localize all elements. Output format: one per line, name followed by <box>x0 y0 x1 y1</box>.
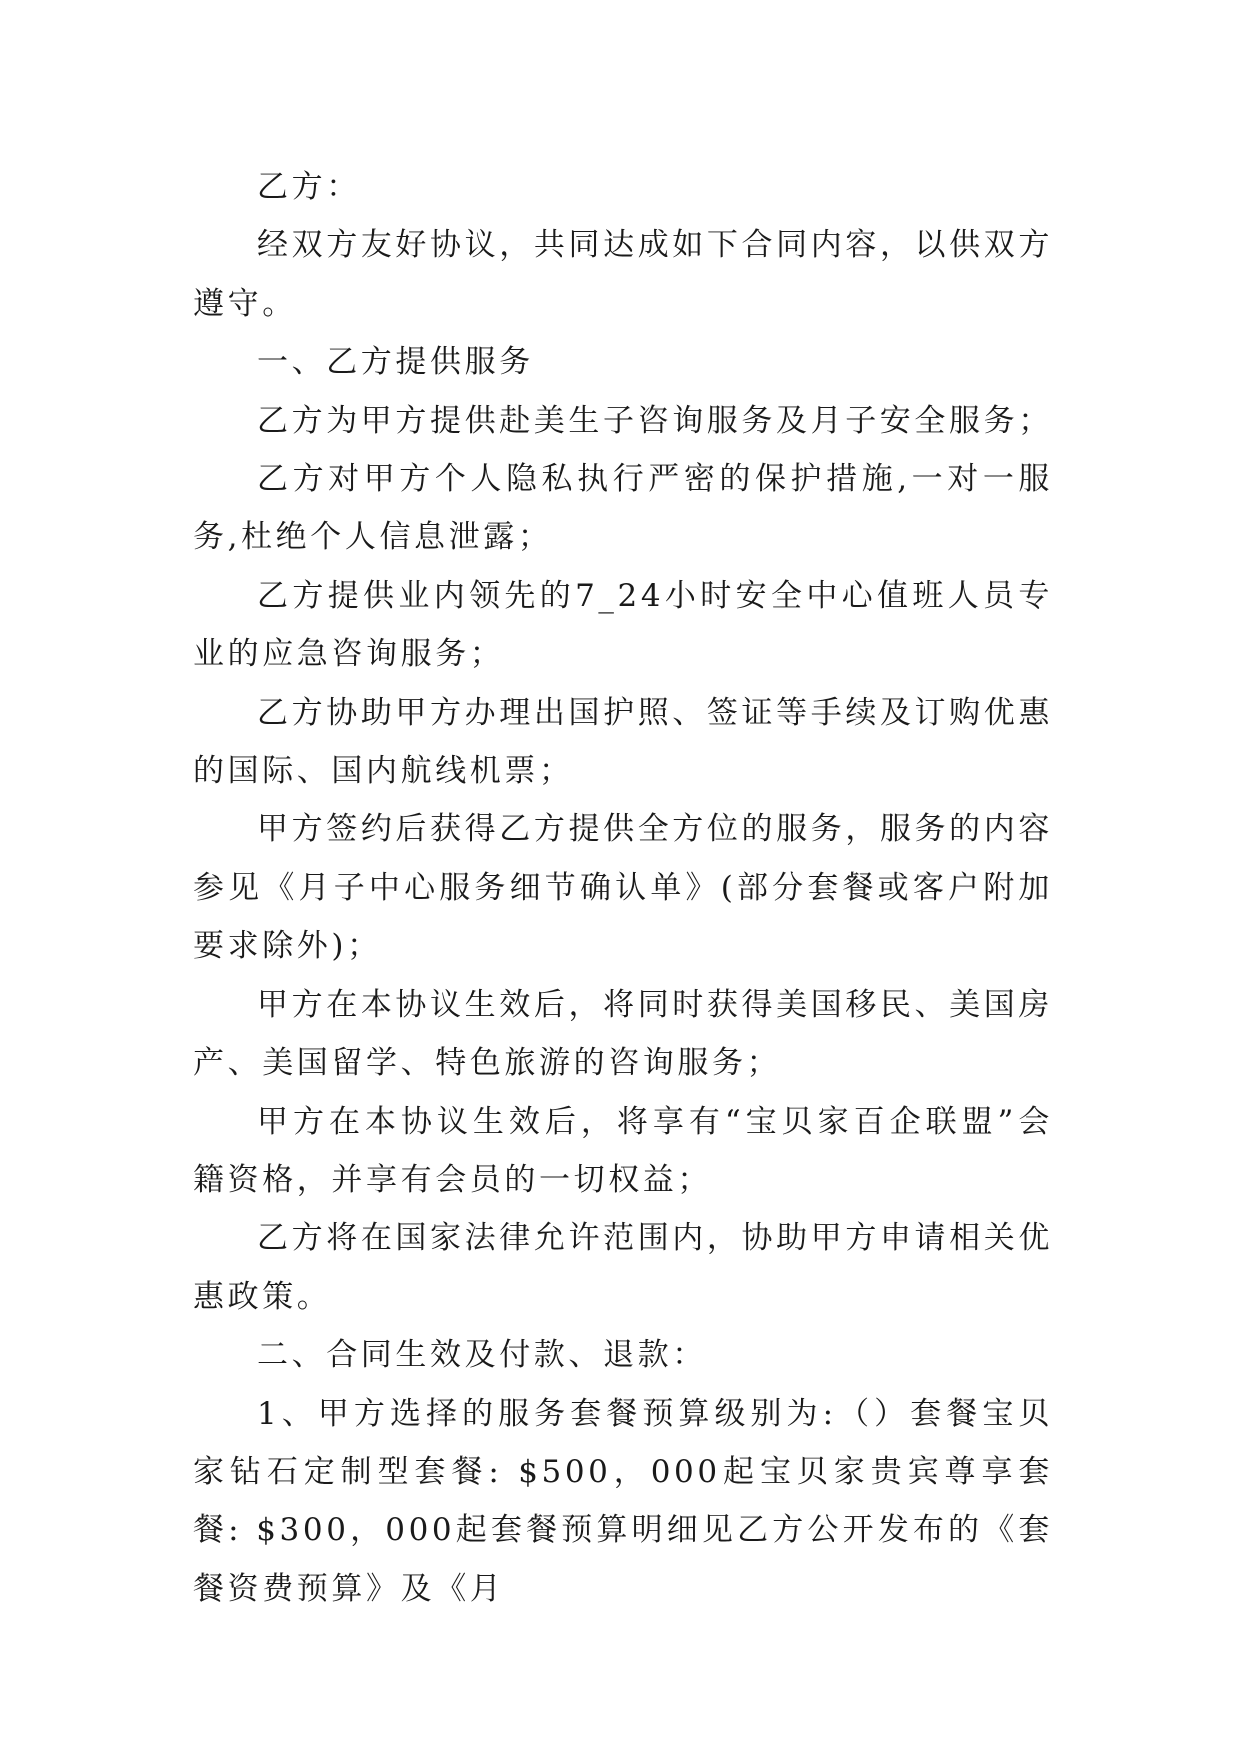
document-body <box>193 158 1053 1618</box>
paragraph-service-full: 甲方签约后获得乙方提供全方位的服务，服务的内容参见《月子中心服务细节确认单》(部分套餐或客户附加要求除外)； <box>193 811 1053 965</box>
paragraph-service-emergency: 乙方提供业内领先的7_24小时安全中心值班人员专业的应急咨询服务； <box>193 577 1053 673</box>
section-heading-payment: 二、合同生效及付款、退款： <box>257 1337 707 1374</box>
paragraph-package-level: 1、甲方选择的服务套餐预算级别为:（）套餐宝贝家钻石定制型套餐: $500，000起宝贝家贵宾尊享套餐: $300，000起套餐预算明细见乙方公开发布的《套餐资费预算》及《月 <box>193 1395 1053 1607</box>
paragraph-service-travel: 乙方协助甲方办理出国护照、签证等手续及订购优惠的国际、国内航线机票； <box>193 694 1053 790</box>
paragraph-service-membership: 甲方在本协议生效后，将享有“宝贝家百企联盟”会籍资格，并享有会员的一切权益； <box>193 1103 1053 1198</box>
paragraph-service-policy: 乙方将在国家法律允许范围内，协助甲方申请相关优惠政策。 <box>193 1220 1053 1315</box>
paragraph-service-immigration: 甲方在本协议生效后，将同时获得美国移民、美国房产、美国留学、特色旅游的咨询服务； <box>193 986 1053 1082</box>
section-heading-services: 一、乙方提供服务 <box>257 344 534 381</box>
paragraph-agreement-intro: 经双方友好协议，共同达成如下合同内容，以供双方遵守。 <box>193 227 1053 322</box>
paragraph-service-privacy: 乙方对甲方个人隐私执行严密的保护措施,一对一服务,杜绝个人信息泄露； <box>193 461 1053 556</box>
paragraph-service-consulting: 乙方为甲方提供赴美生子咨询服务及月子安全服务； <box>257 402 1053 439</box>
paragraph-party-b: 乙方： <box>257 169 361 205</box>
